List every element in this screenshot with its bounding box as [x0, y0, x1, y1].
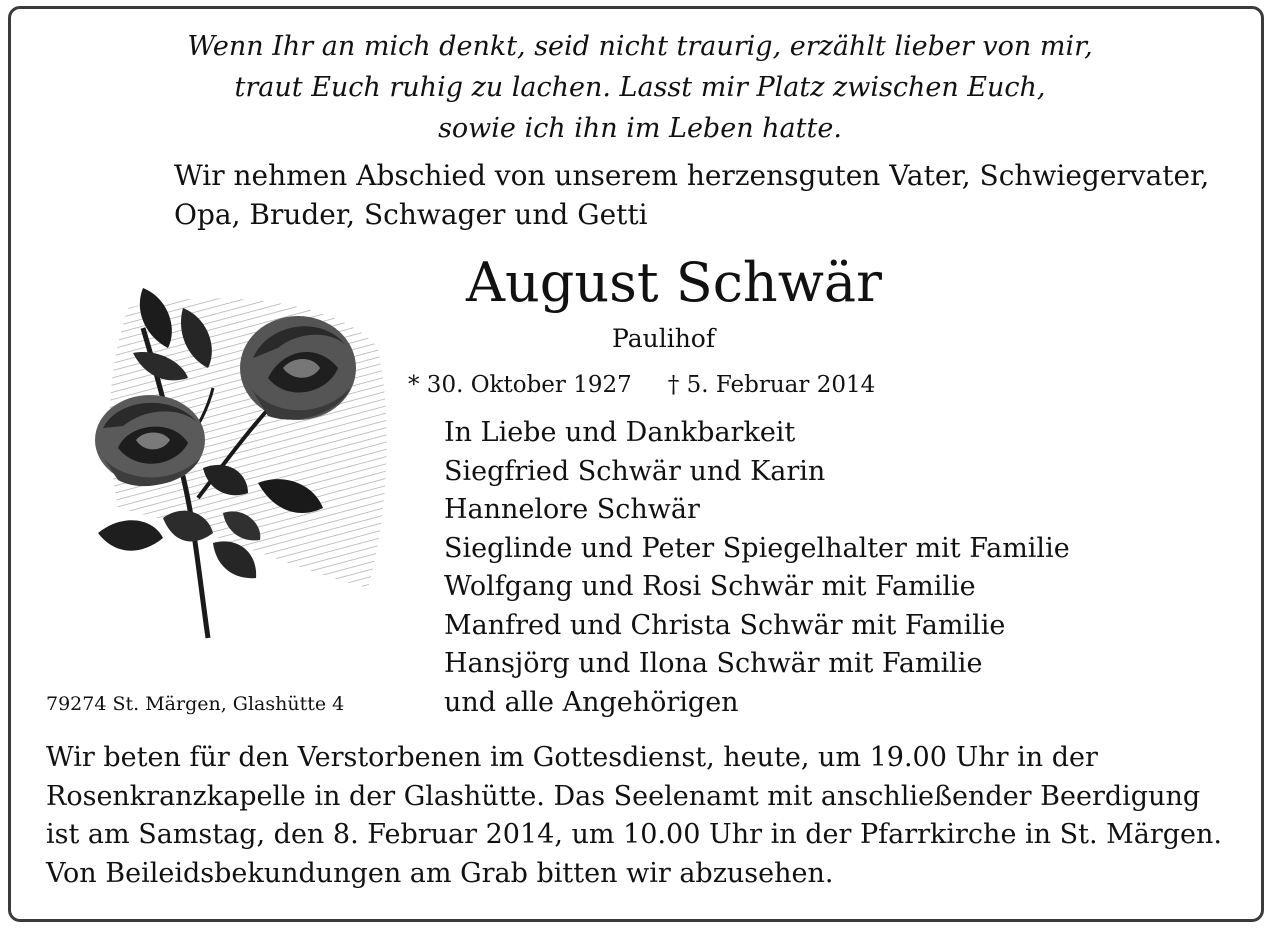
farewell-intro [174, 156, 1209, 234]
mourners-list [444, 414, 1070, 722]
life-dates [408, 369, 875, 401]
mourner-line: Sieglinde und Peter Spiegelhalter mit Familie [444, 532, 1070, 564]
notice-line-3: ist am Samstag, den 8. Februar 2014, um 10.00 Uhr in der Pfarrkirche in St. Märgen. [46, 819, 1223, 850]
deceased-name: August Schwär [466, 251, 882, 314]
mourner-line: Hansjörg und Ilona Schwär mit Familie [444, 648, 983, 679]
roses-illustration-icon [88, 268, 398, 646]
intro-line-2: Opa, Bruder, Schwager und Getti [174, 198, 648, 231]
address: 79274 St. Märgen, Glashütte 4 [46, 693, 345, 715]
intro-line-1: Wir nehmen Abschied von unserem herzensguten Vater, Schwiegervater, [174, 159, 1210, 192]
service-notice [46, 739, 1222, 893]
mourner-line: Siegfried Schwär und Karin [444, 455, 826, 487]
poem-line-3: sowie ich ihn im Leben hatte. [438, 113, 842, 144]
mourner-line: und alle Angehörigen [444, 686, 739, 718]
mourner-line: Wolfgang und Rosi Schwär mit Familie [444, 571, 976, 602]
poem-line-2: traut Euch ruhig zu lachen. Lasst mir Platz zwischen Euch, [234, 72, 1046, 103]
birth-date: * 30. Oktober 1927 [408, 372, 632, 398]
notice-line-1: Wir beten für den Verstorbenen im Gottesdienst, heute, um 19.00 Uhr in der [46, 742, 1098, 773]
mourner-line: In Liebe und Dankbarkeit [444, 417, 796, 448]
poem-line-1: Wenn Ihr an mich denkt, seid nicht traurig, erzählt lieber von mir, [187, 31, 1093, 62]
mourner-line: Manfred und Christa Schwär mit Familie [444, 609, 1006, 641]
notice-line-2: Rosenkranzkapelle in der Glashütte. Das Seelenamt mit anschließender Beerdigung [46, 780, 1201, 812]
mourner-line: Hannelore Schwär [444, 494, 700, 525]
poem [0, 26, 1280, 149]
notice-line-4: Von Beileidsbekundungen am Grab bitten wir abzusehen. [46, 857, 834, 889]
death-date: † 5. Februar 2014 [667, 372, 876, 398]
deceased-place: Paulihof [612, 324, 716, 353]
